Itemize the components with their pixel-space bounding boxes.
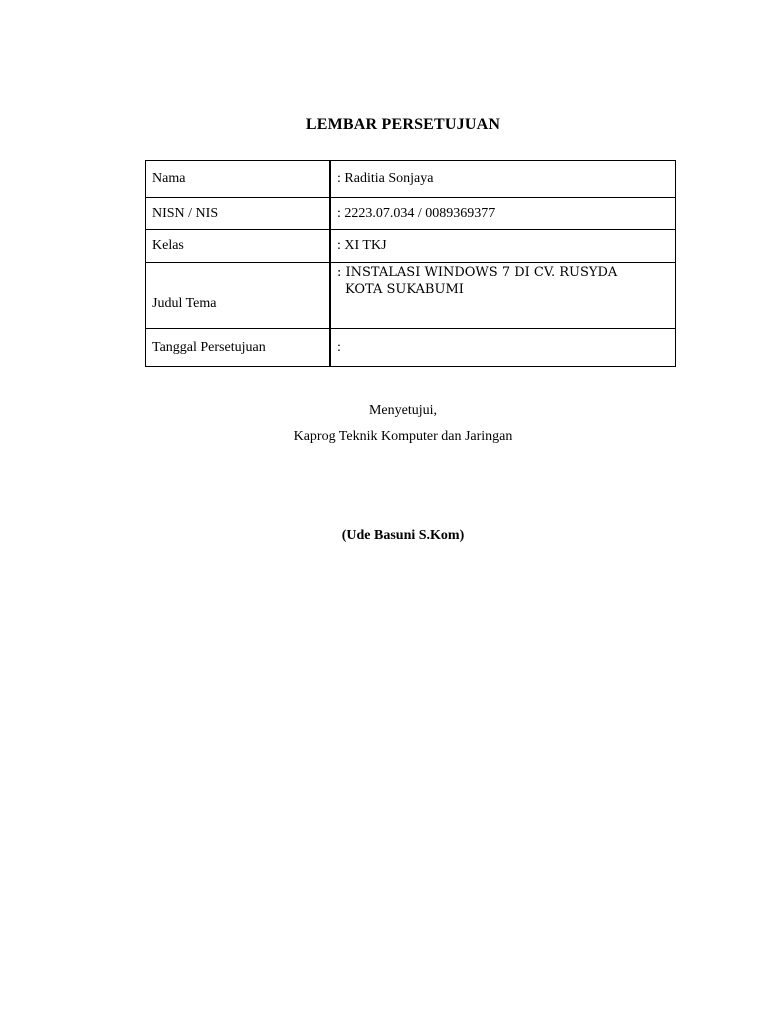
- name-label: Nama: [146, 161, 331, 198]
- approval-statement: Menyetujui,: [368, 403, 438, 418]
- approver-name: (Ude Basuni S.Kom): [341, 528, 465, 543]
- topic-value-line-1: : INSTALASI WINDOWS 7 DI CV. RUSYDA: [337, 265, 618, 280]
- page-title: LEMBAR PERSETUJUAN: [305, 116, 501, 133]
- table-row: [146, 161, 676, 198]
- topic-value-line-2: KOTA SUKABUMI: [345, 282, 464, 297]
- table-row: [146, 230, 676, 263]
- approval-date-value: :: [330, 329, 676, 367]
- topic-value: [330, 263, 676, 329]
- nisn-label: NISN / NIS: [146, 198, 331, 230]
- topic-label: Judul Tema: [146, 263, 331, 329]
- name-value: : Raditia Sonjaya: [330, 161, 676, 198]
- table-row: [146, 329, 676, 367]
- nisn-value: : 2223.07.034 / 0089369377: [330, 198, 676, 230]
- class-value: : XI TKJ: [330, 230, 676, 263]
- student-info-table: [145, 160, 676, 367]
- approval-date-label: Tanggal Persetujuan: [146, 329, 331, 367]
- table-row: [146, 198, 676, 230]
- approver-role: Kaprog Teknik Komputer dan Jaringan: [293, 429, 513, 444]
- class-label: Kelas: [146, 230, 331, 263]
- table-row: [146, 263, 676, 329]
